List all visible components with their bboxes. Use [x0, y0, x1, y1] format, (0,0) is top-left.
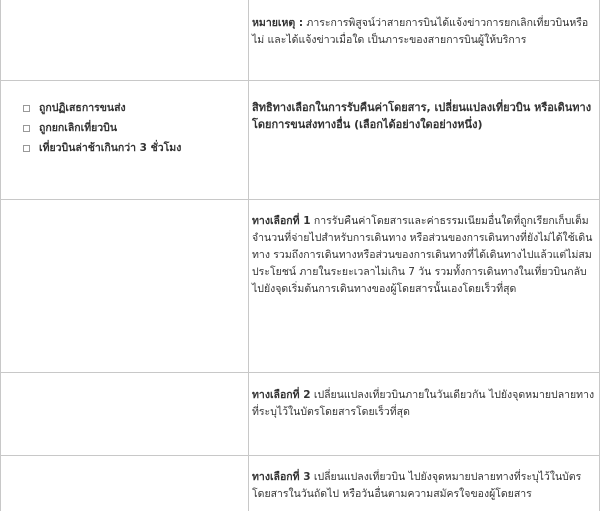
conditions-cell	[23, 98, 243, 158]
note-text: ภาระการพิสูจน์ว่าสายการบินได้แจ้งข่าวการยกเลิกเที่ยวบินหรือไม่ และได้แจ้งข่าวเมื่อใด เป็นภาระของสายการบินผู้ให้บริการ	[252, 17, 589, 46]
condition-label: ถูกปฏิเสธการขนส่ง	[39, 102, 126, 114]
option-2	[252, 387, 595, 421]
option-3	[252, 469, 595, 503]
option-label: ทางเลือกที่ 3	[252, 471, 311, 483]
note-cell	[252, 15, 595, 49]
bullet-icon	[23, 105, 30, 112]
option-text: เปลี่ยนแปลงเที่ยวบินภายในวันเดียวกัน ไปยังจุดหมายปลายทางที่ระบุไว้ในบัตรโดยสารโดยเร็วที่สุด	[252, 389, 595, 418]
column-divider	[248, 0, 249, 511]
option-text: การรับคืนค่าโดยสารและค่าธรรมเนียมอื่นใดที่ถูกเรียกเก็บเต็มจำนวนที่จ่ายไปสำหรับการเดินทาง หรือส่วนของการเดินทางที่ยังไม่ได้ใช้เดินทาง รวมถึงการเดินทางหรือส่วนของการเดินทางที่ได้เดินทางไปแล้วแต่ไม่สมประโยชน์ ภายในระยะเวลาไม่เกิน 7 วัน รวมทั้งการเดินทางในเที่ยวบินกลับไปยังจุดเริ่มต้นการเดินทางของผู้โดยสารนั้นเองโดยเร็วที่สุด	[252, 215, 593, 295]
condition-label: ถูกยกเลิกเที่ยวบิน	[39, 122, 118, 134]
condition-label: เที่ยวบินล่าช้าเกินกว่า 3 ชั่วโมง	[39, 142, 182, 154]
condition-item	[23, 118, 243, 138]
row-divider	[1, 372, 600, 373]
option-text: เปลี่ยนแปลงเที่ยวบิน ไปยังจุดหมายปลายทางที่ระบุไว้ในบัตรโดยสารในวันถัดไป หรือวันอื่นตามความสมัครใจของผู้โดยสาร	[252, 471, 582, 500]
conditions-list	[23, 98, 243, 158]
rights-heading: สิทธิทางเลือกในการรับคืนค่าโดยสาร, เปลี่ยนแปลงเที่ยวบิน หรือเดินทางโดยการขนส่งทางอื่น (เลือกได้อย่างใดอย่างหนึ่ง)	[252, 101, 592, 131]
note-label: หมายเหตุ :	[252, 17, 304, 29]
option-label: ทางเลือกที่ 1	[252, 215, 311, 227]
condition-item	[23, 138, 243, 158]
option-1	[252, 213, 595, 298]
option-label: ทางเลือกที่ 2	[252, 389, 311, 401]
row-divider	[1, 455, 600, 456]
condition-item	[23, 98, 243, 118]
row-divider	[1, 80, 600, 81]
row-divider	[1, 199, 600, 200]
bullet-icon	[23, 125, 30, 132]
bullet-icon	[23, 145, 30, 152]
